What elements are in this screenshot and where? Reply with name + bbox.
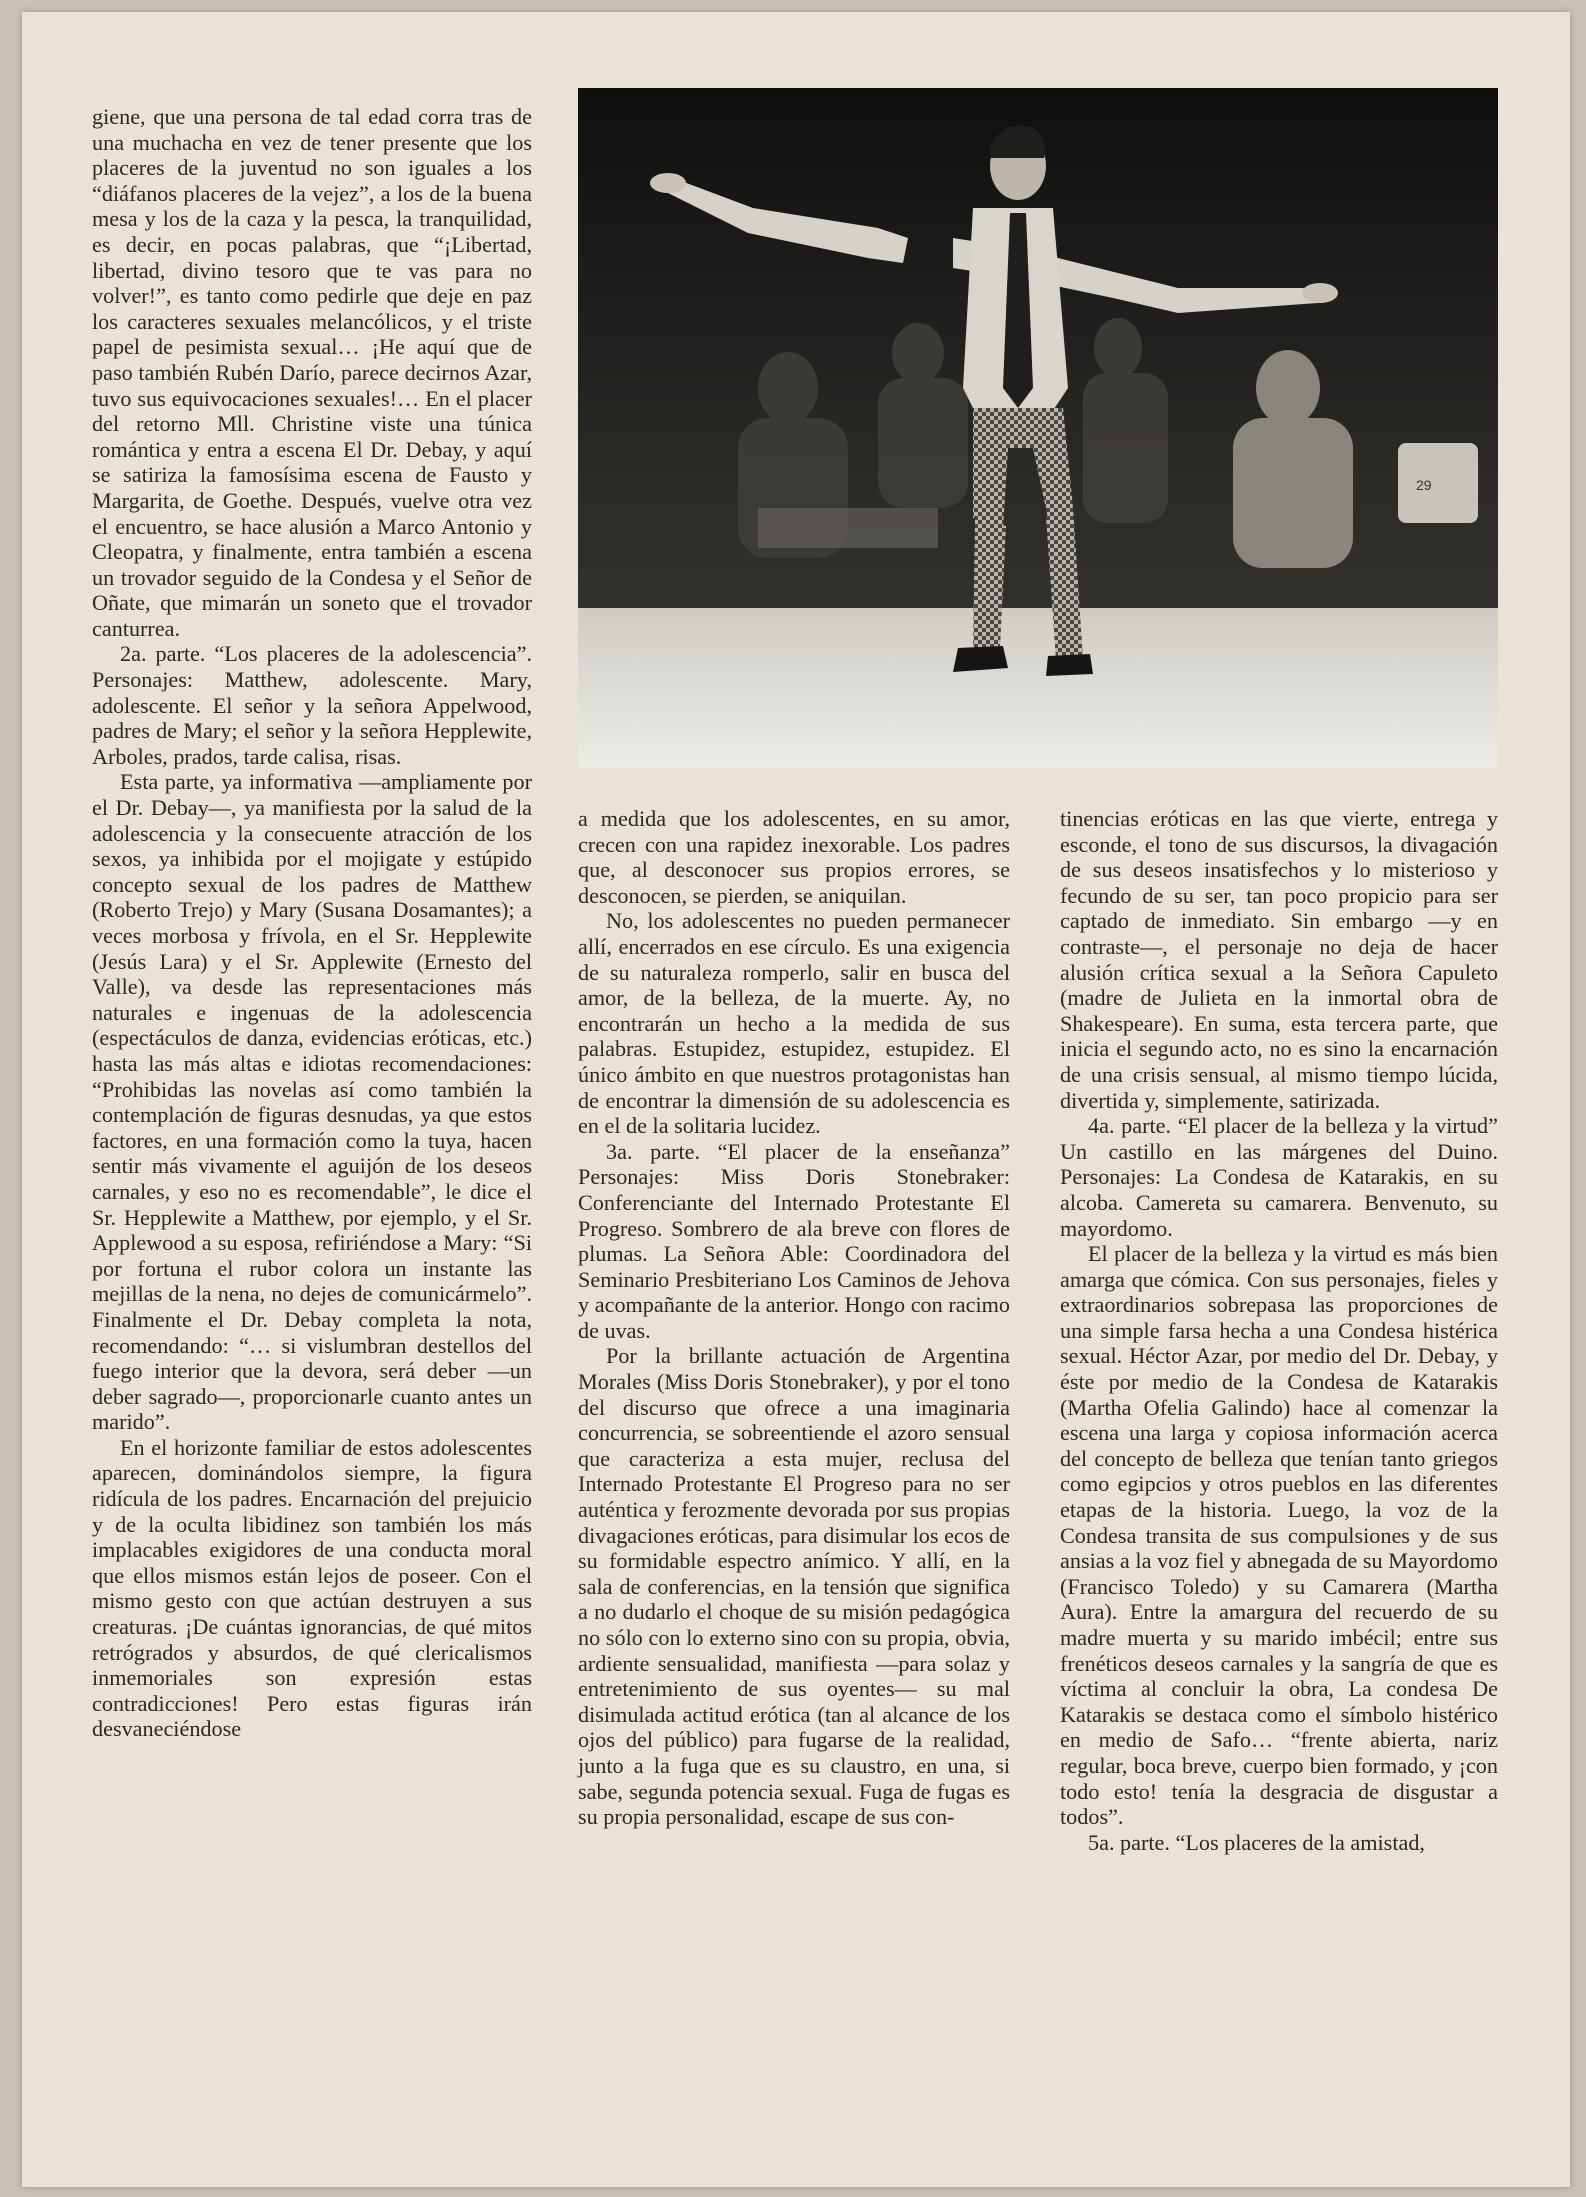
text-column-right	[1060, 806, 1498, 1855]
paragraph: Esta parte, ya informativa —ampliamente por el Dr. Debay—, ya manifiesta por la salud de la adolescencia y la consecuente atracción de los sexos, ya inhibida por el mojigate y estúpido concepto sexual de los padres de Matthew (Roberto Trejo) y Mary (Susana Dosamantes); a veces morbosa y frívola, en el Sr. Hepplewite (Jesús Lara) y el Sr. Applewite (Ernesto del Valle), va desde las representaciones más naturales e ingenuas de la adolescencia (espectáculos de danza, evidencias eróticas, etc.) hasta las más altas e idiotas recomendaciones: “Prohibidas las novelas así como también la contemplación de figuras desnudas, ya que estos factores, en una formación como la tuya, hacen sentir más vivamente el aguijón de los deseos carnales, y eso no es recomendable”, le dice el Sr. Hepplewite a Matthew, por ejemplo, y el Sr. Applewood a su esposa, refiriéndose a Mary: “Si por fortuna el rubor colora un instante las mejillas de la nena, no dejes de comunicármelo”. Finalmente el Dr. Debay completa la nota, recomendando: “… si vislumbran destellos del fuego interior que la devora, será deber —un deber sagrado—, proporcionarle cuanto antes un marido”.	[92, 769, 532, 1435]
paragraph: En el horizonte familiar de estos adolescentes aparecen, dominándolos siempre, la figura ridícula de los padres. Encarnación del prejuicio y de la oculta libidinez son también los más implacables exigidores de una conducta moral que ellos mismos están lejos de poseer. Con el mismo gesto con que actúan destruyen a sus creaturas. ¡De cuántas ignorancias, de qué mitos retrógrados y absurdos, de qué clericalismos inmemoriales son expresión estas contradicciones! Pero estas figuras irán desvaneciéndose	[92, 1434, 532, 1742]
paragraph: Por la brillante actuación de Argentina Morales (Miss Doris Stonebraker), y por el tono del discurso que ofrece a una imaginaria concurrencia, se sobreentiende el azoro sensual que caracteriza a esta mujer, reclusa del Internado Protestante El Progreso para no ser auténtica y ferozmente devorada por sus propias divagaciones eróticas, para disimular los ecos de su formidable espectro anímico. Y allí, en la sala de conferencias, en la tensión que significa a no dudarlo el choque de su misión pedagógica no sólo con lo externo sino con su propia, obvia, ardiente sensualidad, manifiesta —para solaz y entretenimiento de sus oyentes— su mal disimulada actitud erótica (tan al alcance de los ojos del público) para fugarse de la realidad, junto a la fuga que es su claustro, en una, si sabe, segunda potencia sexual. Fuga de fugas es su propia personalidad, escape de sus con-	[578, 1343, 1010, 1830]
paragraph: 4a. parte. “El placer de la belleza y la virtud” Un castillo en las márgenes del Duino. Personajes: La Condesa de Katarakis, en su alcoba. Camereta su camarera. Benvenuto, su mayordomo.	[1060, 1113, 1498, 1241]
text-column-left	[92, 104, 532, 1742]
stage-photo	[578, 88, 1498, 768]
paragraph: 5a. parte. “Los placeres de la amistad,	[1088, 1829, 1425, 1855]
paragraph: tinencias eróticas en las que vierte, entrega y esconde, el tono de sus discursos, la divagación de sus deseos insatisfechos y lo misterioso y fecundo de su ser, tan poco propicio para ser captado de inmediato. Sin embargo —y en contraste—, el personaje no deja de hacer alusión crítica sexual a la Señora Capuleto (madre de Julieta en la inmortal obra de Shakespeare). En suma, esta tercera parte, que inicia el segundo acto, no es sino la encarnación de una crisis sensual, al mismo tiempo lúcida, divertida y, simplemente, satirizada.	[1060, 806, 1498, 1113]
paragraph: No, los adolescentes no pueden permanecer allí, encerrados en ese círculo. Es una exigencia de su naturaleza romperlo, salir en busca del amor, de la belleza, de la muerte. Ay, no encontrarán un hecho a la medida de sus palabras. Estupidez, estupidez, estupidez. El único ámbito en que nuestros protagonistas han de encontrar la dimensión de su adolescencia es en el de la solitaria lucidez.	[578, 908, 1010, 1139]
paragraph: El placer de la belleza y la virtud es más bien amarga que cómica. Con sus personajes, fieles y extraordinarios sobrepasa las proporciones de una simple farsa hecha a una Condesa histérica sexual. Héctor Azar, por medio del Dr. Debay, y éste por medio de la Condesa de Katarakis (Martha Ofelia Galindo) hace al comenzar la escena una larga y copiosa información acerca del concepto de belleza que tenían tanto griegos como egipcios y otros pueblos en las diferentes etapas de la historia. Luego, la voz de la Condesa transita de sus compulsiones y de sus ansias a la voz fiel y abnegada de su Mayordomo (Francisco Toledo) y su Camarera (Martha Aura). Entre la amargura del recuerdo de su madre muerta y su marido imbécil; entre sus frenéticos deseos carnales y la sangría de que es víctima al concluir la obra, La condesa De Katarakis se destaca como el símbolo histérico en medio de Safo… “frente abierta, nariz regular, boca breve, cuerpo bien formado, y ¡con todo esto! tenía la desgracia de disgustar a todos”.	[1060, 1241, 1498, 1830]
paragraph: 2a. parte. “Los placeres de la adolescencia”. Personajes: Matthew, adolescente. Mary, adolescente. El señor y la señora Appelwood, padres de Mary; el señor y la señora Hepplewite, Arboles, prados, tarde calisa, risas.	[92, 641, 532, 769]
paragraph: a medida que los adolescentes, en su amor, crecen con una rapidez inexorable. Los padres que, al desconocer sus propios errores, se desconocen, se pierden, se aniquilan.	[578, 806, 1010, 908]
stage-photo-graphic	[578, 88, 1498, 768]
paragraph: giene, que una persona de tal edad corra tras de una muchacha en vez de tener presente que los placeres de la juventud no son iguales a los “diáfanos placeres de la vejez”, a los de la buena mesa y los de la caza y la pesca, la tranquilidad, es decir, en pocas palabras, que “¡Libertad, libertad, divino tesoro que te vas para no volver!”, es tanto como pedirle que deje en paz los caracteres sexuales melancólicos, y el triste papel de pesimista sexual… ¡He aquí que de paso también Rubén Darío, parece decirnos Azar, tuvo sus equivocaciones sexuales!… En el placer del retorno Mll. Christine viste una túnica romántica y entra a escena El Dr. Debay, y aquí se satiriza la famosísima escena de Fausto y Margarita, de Goethe. Después, vuelve otra vez el encuentro, se hace alusión a Marco Antonio y Cleopatra, y finalmente, entra también a escena un trovador seguido de la Condesa y el Señor de Oñate, que mimarán un soneto que el trovador canturrea.	[92, 104, 532, 641]
paragraph: 3a. parte. “El placer de la enseñanza” Personajes: Miss Doris Stonebraker: Conferenciante del Internado Protestante El Progreso. Sombrero de ala breve con flores de plumas. La Señora Able: Coordinadora del Seminario Presbiteriano Los Caminos de Jehova y acompañante de la anterior. Hongo con racimo de uvas.	[578, 1138, 1010, 1343]
magazine-page	[22, 12, 1570, 2187]
seat-number: 29	[1416, 477, 1432, 493]
text-column-middle	[578, 806, 1010, 1830]
